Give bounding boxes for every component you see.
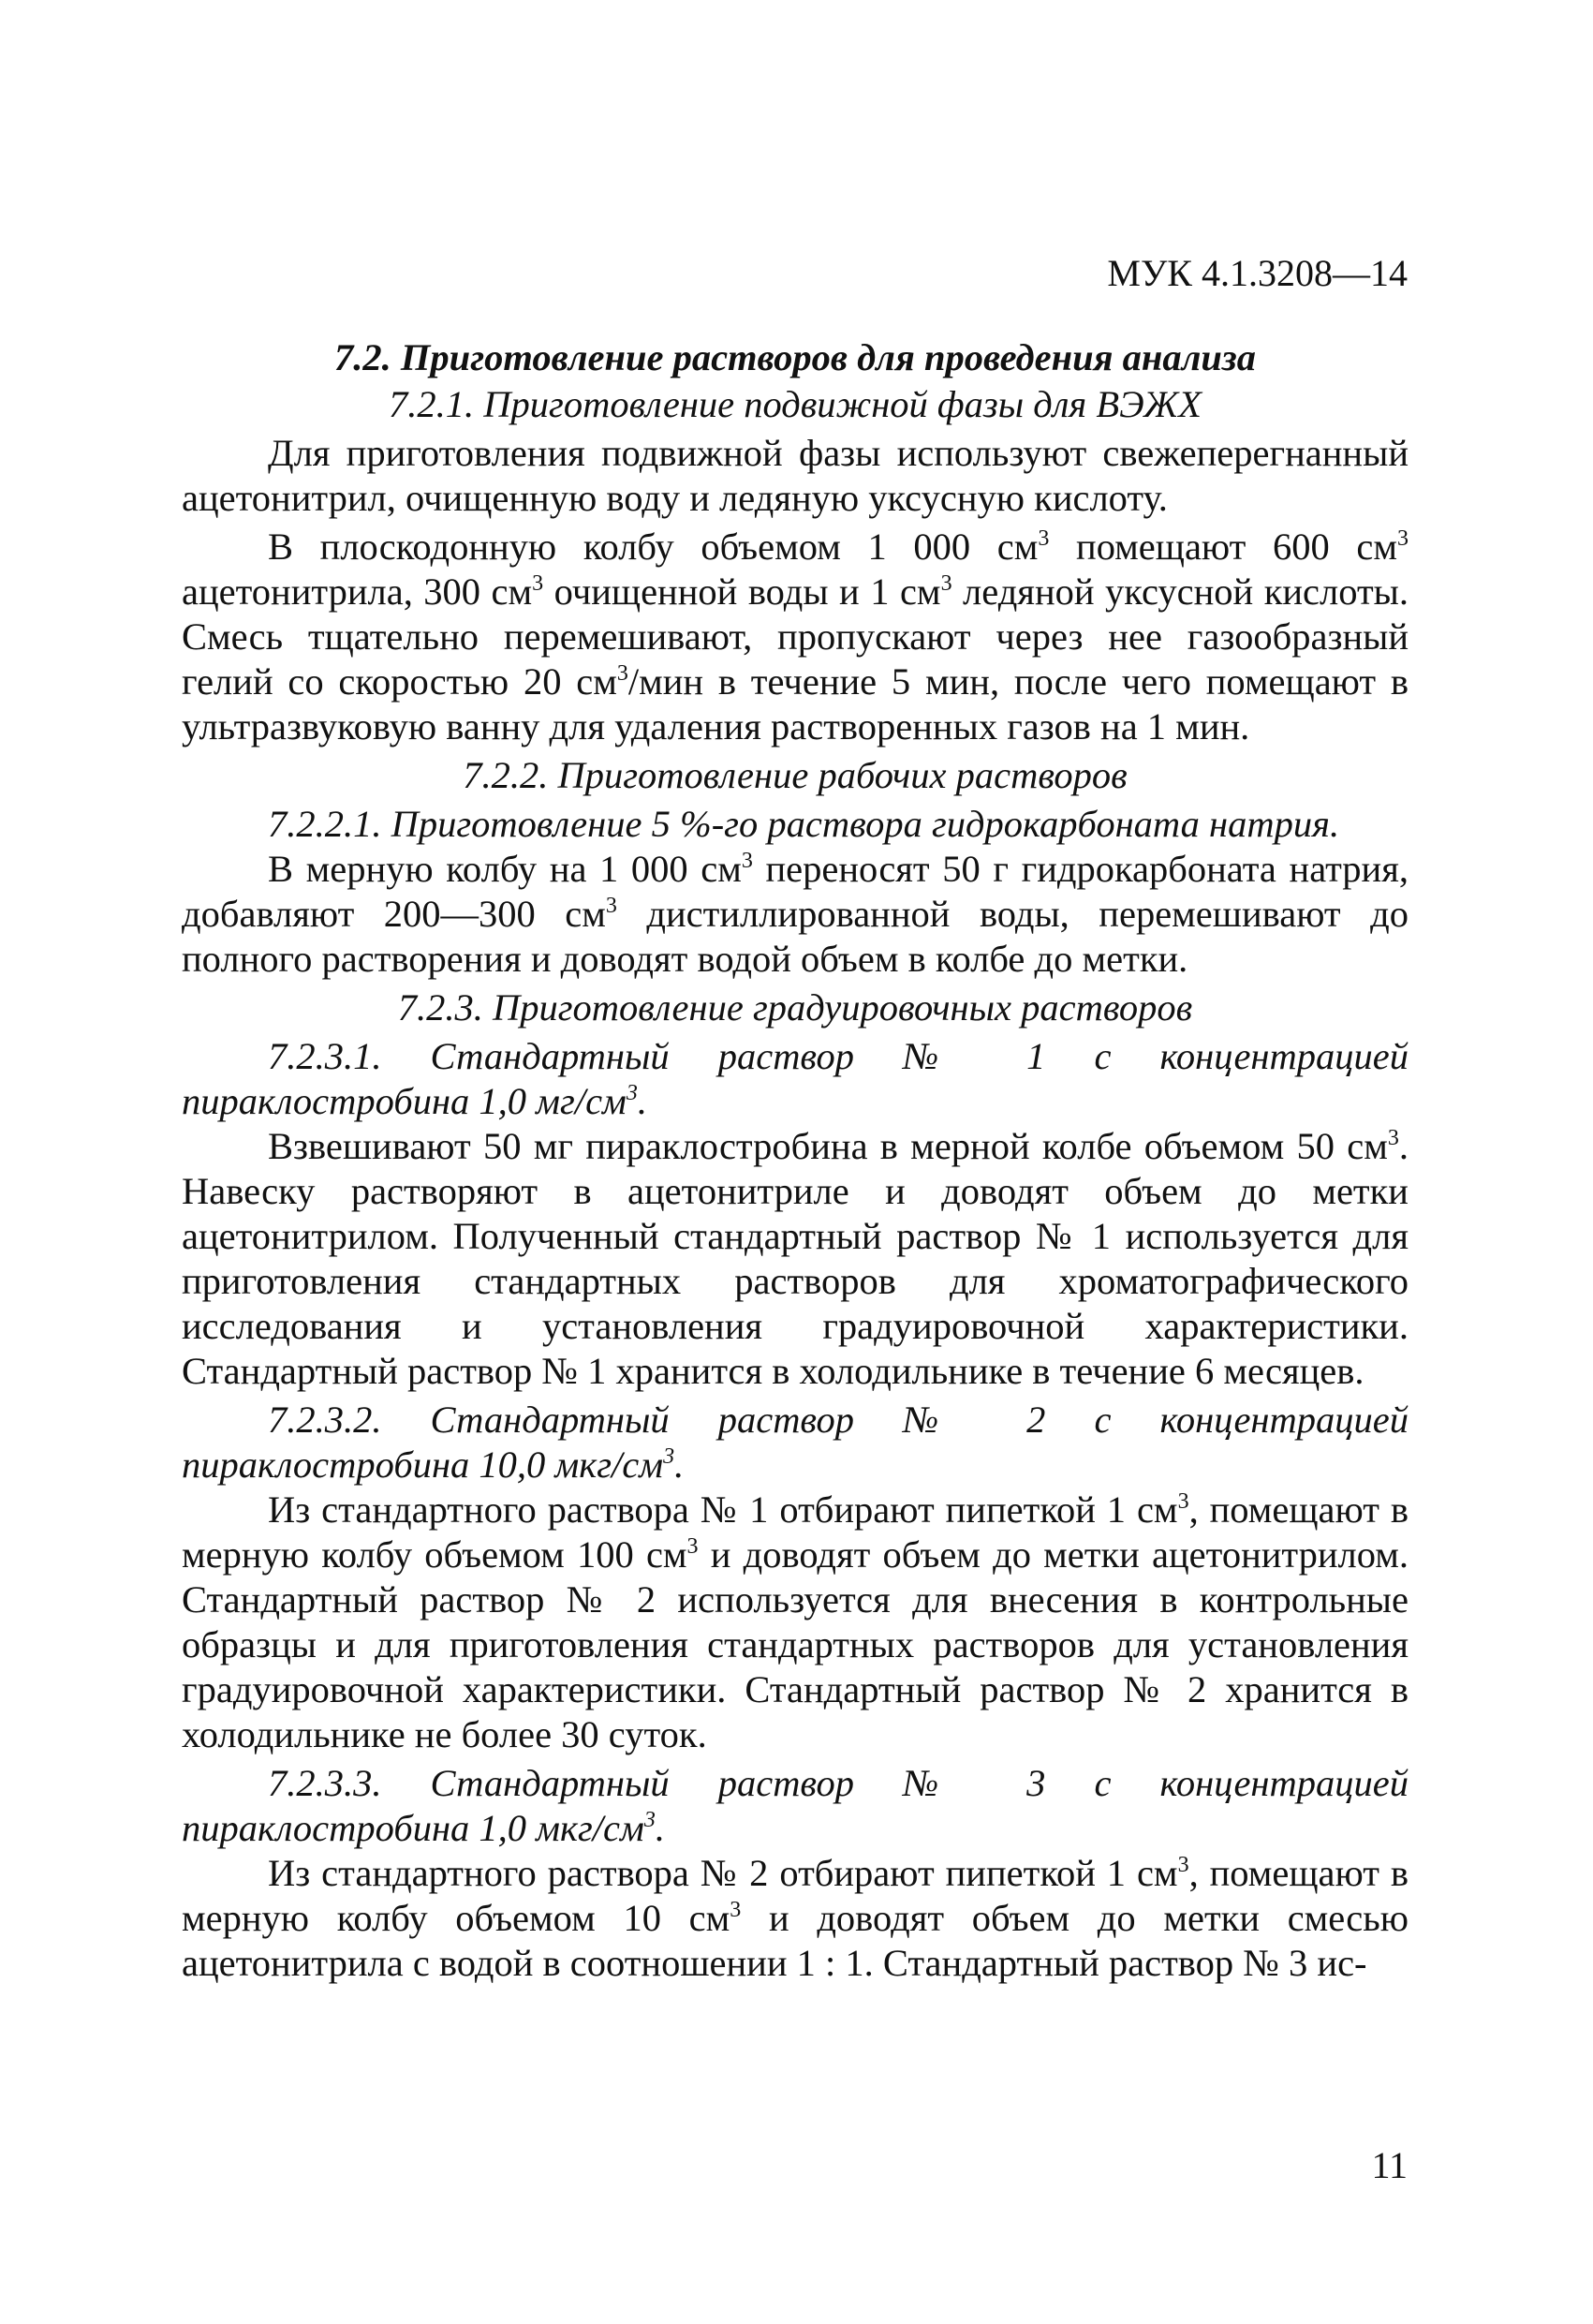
- paragraph-bicarbonate-solution: [182, 847, 1409, 982]
- section-heading-7-2-3-3: [182, 1761, 1409, 1851]
- superscript: 3: [940, 571, 952, 596]
- section-heading-7-2-3-1: [182, 1034, 1409, 1124]
- text-fragment: , помещают в мерную колбу объемом 100 см: [182, 1488, 1409, 1576]
- text-fragment: В мерную колбу на 1 000 см: [268, 848, 742, 890]
- superscript: 3: [626, 1081, 638, 1105]
- text-fragment: ацетонитрила, 300 см: [182, 570, 533, 613]
- section-heading-7-2-3-2: [182, 1398, 1409, 1488]
- text-fragment: 7.2.3.1. Стандартный раствор № 1 с концентрацией пираклостробина 1,0 мг/см: [182, 1035, 1409, 1122]
- section-heading-7-2-3: 7.2.3. Приготовление градуировочных растворов: [397, 986, 1193, 1029]
- text-fragment: ледяной уксусной кислоты. Смесь тщательно перемешивают, пропускают через нее газообразный гелий со скоростью 20 см: [182, 570, 1409, 703]
- paragraph-standard-solution-1: [182, 1124, 1409, 1394]
- superscript: 3: [605, 894, 617, 918]
- superscript: 3: [1177, 1853, 1189, 1877]
- text-fragment: и доводят объем до метки ацетонитрилом. Стандартный раствор № 2 используется для внесения в контрольные образцы и для приготовления стандартных растворов для установления градуировочной характеристики. Стандартный раствор № 2 хранится в холодильнике не более 30 суток.: [182, 1533, 1409, 1755]
- paragraph-mobile-phase-reagents: Для приготовления подвижной фазы используют свежеперегнанный ацетонитрил, очищенную воду и ледяную уксусную кислоту.: [182, 432, 1409, 519]
- text-fragment: дистиллированной воды, перемешивают до полного растворения и доводят водой объем в колбе до метки.: [182, 893, 1409, 980]
- page-number: 11: [1371, 2144, 1408, 2186]
- section-heading-7-2-1: 7.2.1. Приготовление подвижной фазы для ВЭЖХ: [389, 383, 1202, 425]
- text-fragment: , помещают в мерную колбу объемом 10 см: [182, 1852, 1409, 1939]
- paragraph-standard-solution-3: [182, 1851, 1409, 1986]
- superscript: 3: [663, 1444, 675, 1469]
- text-fragment: В плоскодонную колбу объемом 1 000 см: [268, 525, 1039, 568]
- superscript: 3: [1038, 526, 1050, 551]
- superscript: 3: [616, 661, 628, 686]
- superscript: 3: [730, 1898, 742, 1922]
- text-fragment: и доводят объем до метки смесью ацетонитрила с водой в соотношении 1 : 1. Стандартный раствор № 3 ис-: [182, 1897, 1409, 1984]
- page-content: [182, 335, 1409, 1990]
- document-code: МУК 4.1.3208—14: [1107, 252, 1408, 294]
- paragraph-mobile-phase-procedure: [182, 525, 1409, 749]
- superscript: 3: [532, 571, 544, 596]
- superscript: 3: [1387, 1126, 1399, 1150]
- superscript: 3: [686, 1534, 699, 1559]
- text-fragment: .: [655, 1807, 665, 1849]
- text-fragment: /мин в течение 5 мин, после чего помещают в ультразвуковую ванну для удаления растворенных газов на 1 мин.: [182, 660, 1409, 748]
- text-fragment: .: [674, 1443, 685, 1486]
- text-fragment: Из стандартного раствора № 1 отбирают пипеткой 1 см: [268, 1488, 1178, 1531]
- section-heading-7-2-2-1: 7.2.2.1. Приготовление 5 %-го раствора гидрокарбоната натрия.: [268, 803, 1340, 845]
- section-heading-7-2-2: 7.2.2. Приготовление рабочих растворов: [463, 754, 1128, 796]
- superscript: 3: [741, 849, 753, 873]
- text-fragment: .: [637, 1080, 648, 1122]
- text-fragment: помещают 600 см: [1049, 525, 1397, 568]
- text-fragment: Из стандартного раствора № 2 отбирают пипеткой 1 см: [268, 1852, 1178, 1894]
- text-fragment: Взвешивают 50 мг пираклостробина в мерной колбе объемом 50 см: [268, 1125, 1388, 1167]
- text-fragment: переносят 50 г гидрокарбоната натрия, добавляют 200—300 см: [182, 848, 1409, 935]
- text-fragment: очищенной воды и 1 см: [543, 570, 941, 613]
- text-fragment: . Навеску растворяют в ацетонитриле и доводят объем до метки ацетонитрилом. Полученный стандартный раствор № 1 используется для приготовления стандартных растворов для хроматографического исследования и установления градуировочной характеристики. Стандартный раствор № 1 хранится в холодильнике в течение 6 месяцев.: [182, 1125, 1409, 1392]
- superscript: 3: [1397, 526, 1409, 551]
- superscript: 3: [643, 1808, 656, 1832]
- superscript: 3: [1177, 1489, 1189, 1514]
- paragraph-standard-solution-2: [182, 1488, 1409, 1757]
- section-heading-7-2: 7.2. Приготовление растворов для проведения анализа: [334, 336, 1256, 378]
- text-fragment: 7.2.3.3. Стандартный раствор № 3 с концентрацией пираклостробина 1,0 мкг/см: [182, 1762, 1409, 1849]
- text-fragment: 7.2.3.2. Стандартный раствор № 2 с концентрацией пираклостробина 10,0 мкг/см: [182, 1399, 1409, 1486]
